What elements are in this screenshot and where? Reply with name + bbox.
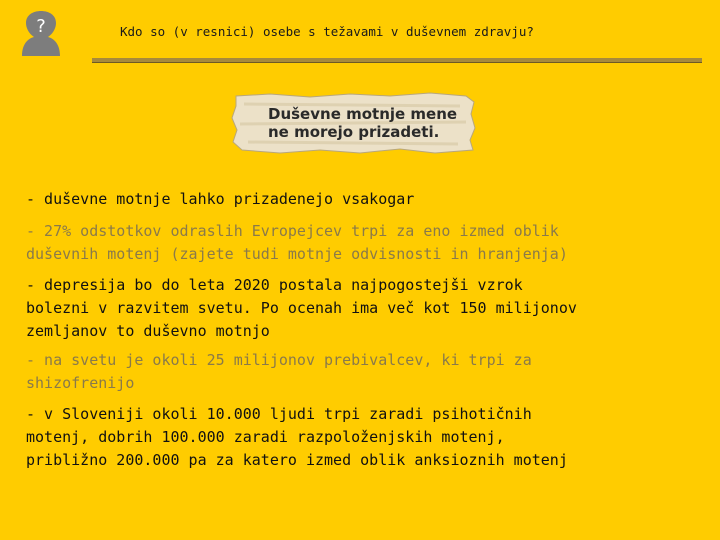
- bullet-item: - 27% odstotkov odraslih Evropejcev trpi za eno izmed oblik duševnih motenj (zajete tudi motnje odvisnosti in hranjenja): [26, 222, 568, 263]
- bullet-item: - v Sloveniji okoli 10.000 ljudi trpi zaradi psihotičnih motenj, dobrih 100.000 zaradi razpoloženjskih motenj, približno 200.000 pa za katero izmed oblik anksioznih motenj: [26, 405, 568, 469]
- bullet-item: - duševne motnje lahko prizadenejo vsakogar: [26, 190, 415, 208]
- bullet-item: - na svetu je okoli 25 milijonov prebivalcev, ki trpi za shizofrenijo: [26, 351, 532, 392]
- banner-text: Duševne motnje mene ne morejo prizadeti.: [268, 105, 458, 141]
- title-divider: [92, 58, 702, 63]
- avatar-question-glyph: ?: [36, 16, 46, 37]
- bullet-item: - depresija bo do leta 2020 postala najpogostejši vzrok bolezni v razvitem svetu. Po ocenah ima več kot 150 milijonov zemljanov to duševno motnjo: [26, 276, 577, 340]
- page-title: Kdo so (v resnici) osebe s težavami v duševnem zdravju?: [120, 24, 534, 39]
- user-avatar-icon: [18, 10, 64, 56]
